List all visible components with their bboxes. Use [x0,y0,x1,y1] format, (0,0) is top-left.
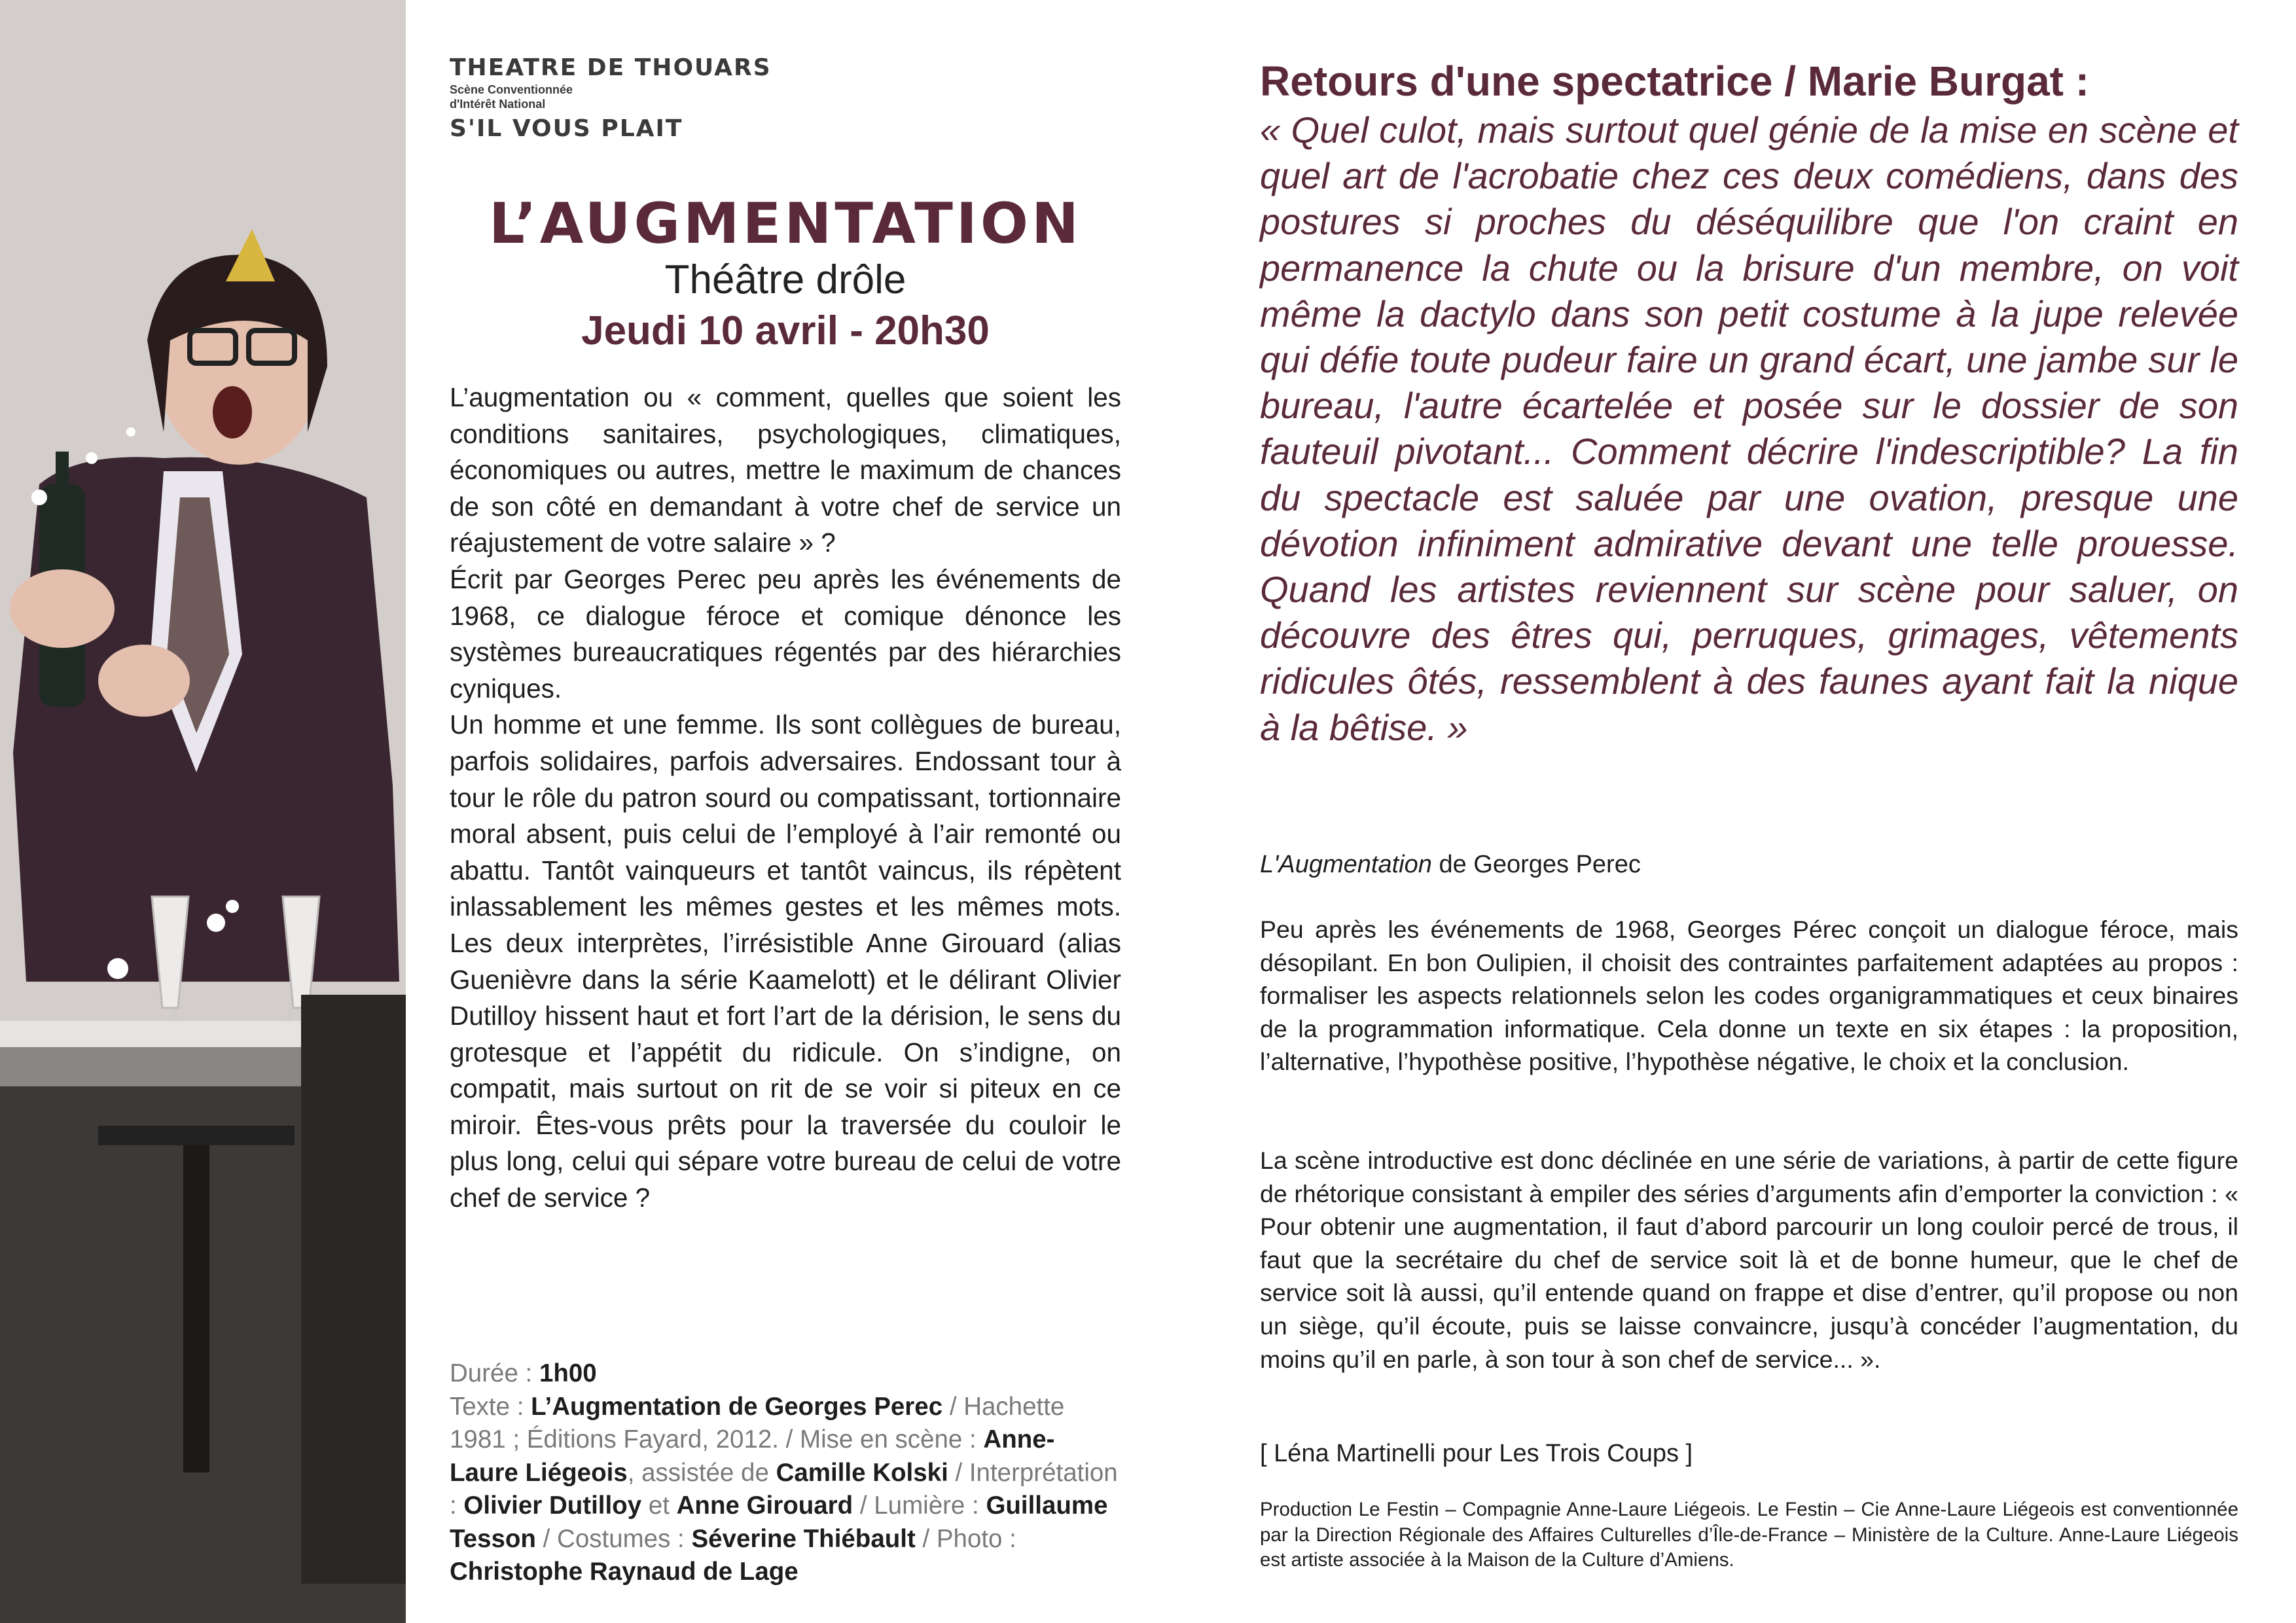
show-description: L’augmentation ou « comment, quelles que soient les conditions sanitaires, psychologiques, climatiques, économiques ou autres, mettre le maximum de chances de son côté en demandant à votre chef de service un réajustement de votre salaire » ? Écrit par Georges Perec peu après les événements de 1968, ce dialogue féroce et comique dénonce les systèmes bureaucratiques régentés par des hiérarchies cyniques. Un homme et une femme. Ils sont collègues de bureau, parfois solidaires, parfois adversaires. Endossant tour à tour le rôle du patron sourd ou compatissant, tortionnaire moral absent, puis celui de l’employé à l’air remonté ou abattu. Tantôt vainqueurs et tantôt vaincus, ils répètent inlassablement les mêmes gestes et les mêmes mots. Les deux interprètes, l’irrésistible Anne Girouard (alias Guenièvre dans la série Kaamelott) et le délirant Olivier Dutilloy hissent haut et fort l’art de la dérision, le sens du grotesque et l’appétit du ridicule. On s’indigne, on compatit, mais surtout on rit de se voir si piteux en ce miroir. Êtes-vous prêts pour la traversée du couloir le plus long, celui qui sépare votre bureau de celui de votre chef de service ? [450,382,1121,1213]
performance-photo [0,0,406,1623]
show-title: L’AUGMENTATION [489,191,1082,257]
logo-subline-1: Scène Conventionnée [450,83,573,96]
lumiere-label: / Lumière : [853,1491,986,1520]
actor-illustration [0,0,406,1623]
work-author: de Georges Perec [1431,851,1641,878]
review-signature: [ Léna Martinelli pour Les Trois Coups ] [1260,1440,1693,1467]
costumes-label: / Costumes : [535,1524,692,1553]
interprete-1: Olivier Dutilloy [463,1491,642,1520]
show-date: Jeudi 10 avril - 20h30 [581,308,990,353]
logo-line-3: S'IL VOUS PLAIT [450,115,683,142]
duree-value: 1h00 [539,1359,597,1387]
work-title: L'Augmentation [1260,851,1432,878]
show-genre: Théâtre drôle [664,257,906,302]
duree-label: Durée : [450,1359,539,1387]
right-column [1260,0,2238,1623]
review-paragraph-1: Peu après les événements de 1968, Georges Pérec conçoit un dialogue féroce, mais désopilant. En bon Oulipien, il choisit des contraintes parfaitement adaptées au propos : formaliser les aspects relationnels selon les codes organigrammatiques et ceux binaires de la programmation informatique. Cela donne un texte en six étapes : la proposition, l’alternative, l’hypothèse positive, l’hypothèse négative, le choix et la conclusion. [1260,916,2238,1076]
et-text: et [641,1491,677,1520]
interpretation-label: / Interprétation : [450,1458,1118,1520]
review-paragraph-2: La scène introductive est donc déclinée en une série de variations, à partir de cette figure de rhétorique consistant à empiler des séries d’arguments afin d’emporter la conviction : « Pour obtenir une augmentation, il faut d’abord parcourir un long couloir percé de trous, il faut que la secrétaire du chef de service soit là et de bonne humeur, que le chef de service soit là aussi, qu’il entende quand on frappe et dise d’entrer, qu’il propose ou non un siège, qu’il écoute, puis se laisse convaincre, jusqu’à concéder l’augmentation, du moins qu’il en parle, à son tour à son chef de service... ». [1260,1147,2238,1373]
theatre-logo [450,54,777,144]
texte-label: Texte : [450,1392,531,1421]
review-work-title [1260,847,2238,882]
photo-credit: Christophe Raynaud de Lage [450,1558,798,1586]
edition-text: / Hachette 1981 ; Éditions Fayard, 2012. / Mise en scène : [450,1392,1065,1454]
interprete-2: Anne Girouard [676,1491,853,1520]
mise-en-scene-value: Anne-Laure Liégeois [450,1425,1055,1487]
credits-block [450,1357,1121,1589]
assistante-value: Camille Kolski [776,1458,948,1487]
left-column [450,0,1121,1623]
review-heading: Retours d'une spectatrice / Marie Burgat : [1260,58,2090,105]
texte-value: L’Augmentation de Georges Perec [531,1392,943,1421]
logo-subline-2: d'Intérêt National [450,98,546,111]
spectator-quote: « Quel culot, mais surtout quel génie de la mise en scène et quel art de l'acrobatie chez ces deux comédiens, dans des postures si proches du déséquilibre que l'on craint en permanence la chute ou la brisure d'un membre, on voit même la dactylo dans son petit costume à la jupe relevée qui défie toute pudeur faire un grand écart, une jambe sur le bureau, l'autre écartelée et posée sur le dossier de son fauteuil pivotant... Comment décrire l'indescriptible? La fin du spectacle est saluée par une ovation, presque une dévotion infiniment admirative devant une telle prouesse. Quand les artistes reviennent sur scène pour saluer, on découvre des êtres qui, perruques, grimages, vêtements ridicules ôtés, ressemblent à des faunes ayant fait la nique à la bêtise. » [1260,109,2238,748]
costumes-value: Séverine Thiébault [691,1524,916,1553]
lumiere-value: Guillaume Tesson [450,1491,1108,1553]
photo-label: / Photo : [915,1524,1016,1553]
assistee-text: , assistée de [627,1458,776,1487]
production-note: Production Le Festin – Compagnie Anne-Laure Liégeois. Le Festin – Cie Anne-Laure Liégeois est conventionnée par la Direction Régionale des Affaires Culturelles d’Île-de-France – Ministère de la Culture. Anne-Laure Liégeois est artiste associée à la Maison de la Culture d’Amiens. [1260,1499,2238,1571]
logo-line-1: THEATRE DE THOUARS [450,54,772,81]
